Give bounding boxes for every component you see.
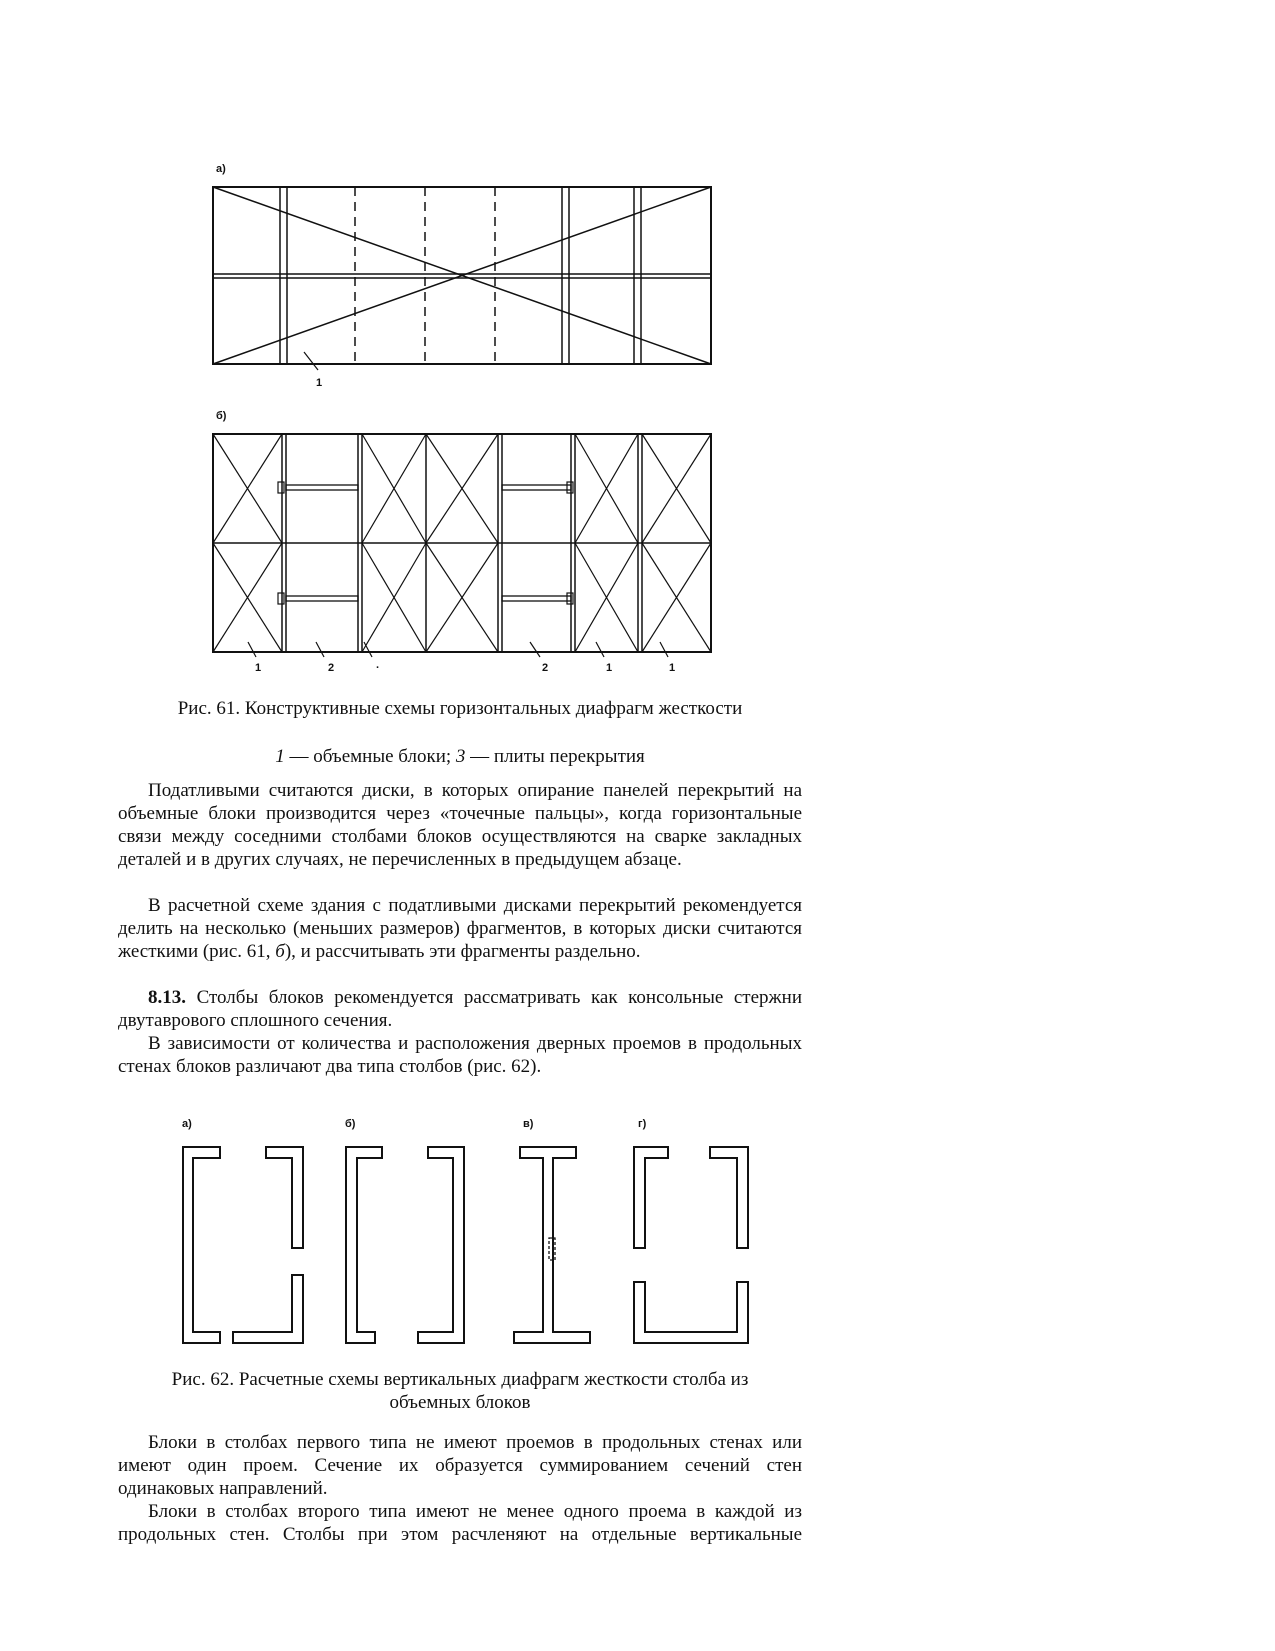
figure-61-callout: 2 <box>328 662 335 674</box>
scheme-a-right-bottom <box>233 1275 303 1343</box>
figure-61-legend <box>118 745 802 768</box>
legend-number: 1 <box>275 746 285 767</box>
paragraph: В зависимости от количества и расположения дверных проемов в продольных стенах блоков различают два типа столбов (рис. 62). <box>118 1033 802 1077</box>
scheme-b-slab-joint <box>286 485 358 490</box>
paragraph-text: Столбы блоков рекомендуется рассматривать как консольные стержни двутаврового сплошного сечения. <box>118 987 802 1031</box>
figure-61-callout: 1 <box>669 662 676 674</box>
figure-61-callout: 1 <box>606 662 613 674</box>
scheme-a-leader <box>304 352 318 370</box>
scheme-a-left-wall <box>183 1147 220 1343</box>
caption-line: объемных блоков <box>389 1392 531 1413</box>
scheme-g-left-top <box>634 1147 668 1248</box>
paragraph <box>118 894 802 963</box>
figure-62-label-v: в) <box>523 1118 534 1130</box>
scheme-g-bottom <box>634 1282 748 1343</box>
figure-61-callout: · <box>376 662 380 674</box>
figure-62-label-b: б) <box>345 1118 356 1130</box>
scheme-b-slab-joint <box>502 485 571 490</box>
paragraph: Податливыми считаются диски, в которых опирание панелей перекрытий на объемные блоки производится через «точечные пальцы», когда горизонтальные связи между соседними столбами блоков осуществляются на сварке закладных деталей и в других случаях, не перечисленных в предыдущем абзаце. <box>118 780 802 870</box>
paragraph: Блоки в столбах второго типа имеют не менее одного проема в каждой из продольных стен. Столбы при этом расчленяют на отдельные вертикальные <box>118 1501 802 1545</box>
scheme-b-right-wall <box>418 1147 464 1343</box>
figure-61-caption: Рис. 61. Конструктивные схемы горизонтальных диафрагм жесткости <box>177 698 743 719</box>
figure-62-label-a: а) <box>182 1118 192 1130</box>
figure-61-callout: 2 <box>542 662 549 674</box>
scheme-b-left-wall <box>346 1147 382 1343</box>
figure-61-callout: 1 <box>255 662 262 674</box>
paragraph-text: ), и рассчитывать эти фрагменты раздельно. <box>284 941 641 962</box>
paragraph: Блоки в столбах первого типа не имеют проемов в продольных стенах или имеют один проем. Сечение их образуется суммированием сечений стен одинаковых направлений. <box>118 1432 802 1499</box>
scheme-b-slab-joint <box>502 596 571 601</box>
legend-text: — объемные блоки; <box>284 746 456 767</box>
paragraph-italic: б <box>275 941 285 962</box>
figure-61-scheme-b <box>213 410 711 674</box>
figure-61-label-a: а) <box>216 163 226 175</box>
figure-61-scheme-a <box>213 163 711 389</box>
caption-line: Рис. 62. Расчетные схемы вертикальных диафрагм жесткости столба из <box>171 1369 749 1390</box>
legend-text: — плиты перекрытия <box>465 746 645 767</box>
scheme-v-ibeam <box>514 1147 590 1343</box>
paragraph <box>118 986 802 1032</box>
figure-61 <box>0 0 1275 700</box>
figure-62-caption <box>118 1368 802 1414</box>
scheme-b-slab-joint <box>286 596 358 601</box>
scheme-g-right-top <box>710 1147 748 1248</box>
figure-61-callout: 1 <box>316 377 323 389</box>
legend-number: 3 <box>455 746 466 767</box>
paragraph-text: В расчетной схеме здания с податливыми дисками перекрытий рекомендуется делить на несколько (меньших размеров) фрагментов, в которых диски считаются жесткими (рис. 61, <box>118 895 802 962</box>
scheme-a-right-top <box>266 1147 303 1248</box>
figure-62-label-g: г) <box>638 1118 647 1130</box>
scheme-a-wall <box>562 187 569 364</box>
section-number: 8.13. <box>148 987 186 1008</box>
figure-61-label-b: б) <box>216 410 227 422</box>
figure-62 <box>0 1110 1275 1350</box>
